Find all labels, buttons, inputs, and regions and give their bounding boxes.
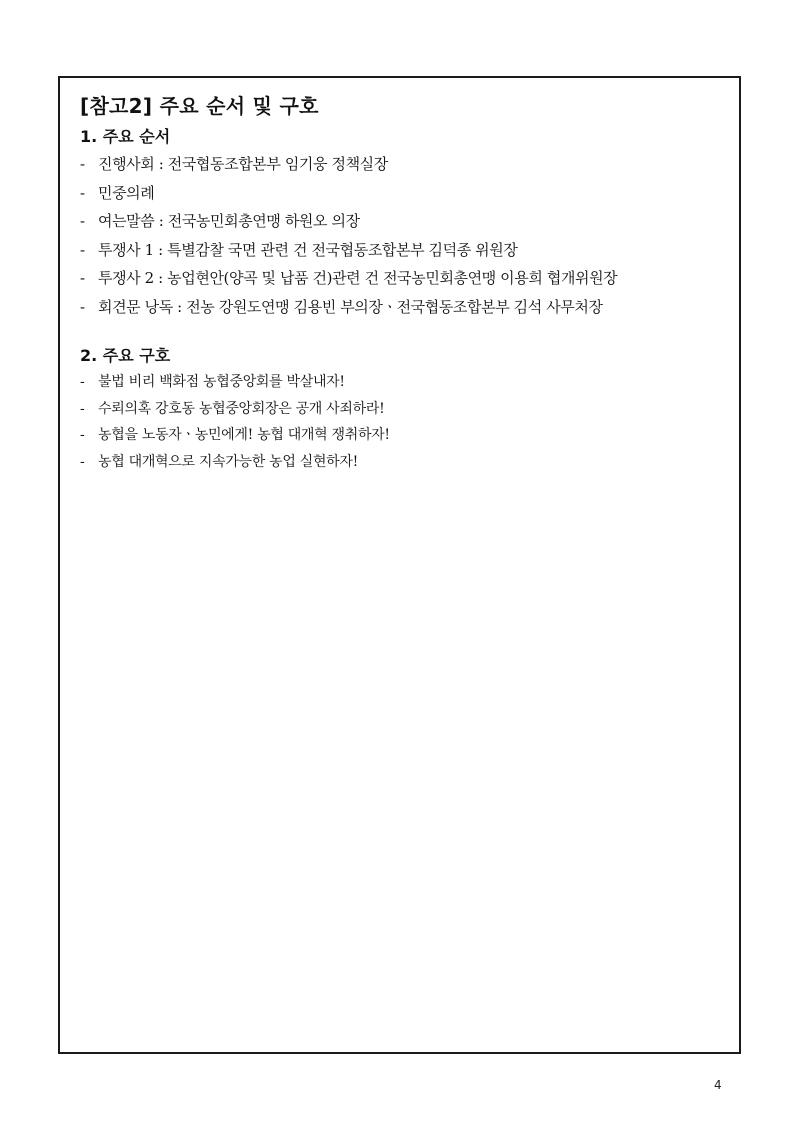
slogan-list (80, 369, 729, 475)
document-content (80, 92, 729, 475)
bullet-dash: - (80, 155, 85, 173)
document-title: [참고2] 주요 순서 및 구호 (80, 94, 319, 118)
order-item (80, 179, 729, 208)
order-item-text: 진행사회 : 전국협동조합본부 임기웅 정책실장 (98, 155, 388, 173)
slogan-item (80, 369, 729, 396)
order-section-heading: 1. 주요 순서 (80, 127, 171, 146)
slogan-item (80, 422, 729, 449)
order-item (80, 264, 729, 293)
bullet-dash: - (80, 400, 85, 417)
slogan-item-text: 농협을 노동자ㆍ농민에게! 농협 대개혁 쟁취하자! (98, 427, 390, 443)
order-item (80, 293, 729, 322)
order-item (80, 150, 729, 179)
slogan-item-text: 수뢰의혹 강호동 농협중앙회장은 공개 사죄하라! (98, 400, 385, 417)
slogan-item (80, 396, 729, 423)
order-item (80, 236, 729, 265)
order-item-text: 민중의례 (98, 183, 155, 202)
order-item (80, 207, 729, 236)
bullet-dash: - (80, 427, 85, 443)
slogan-item (80, 449, 729, 476)
slogan-section-heading: 2. 주요 구호 (80, 346, 171, 365)
slogan-item-text: 농협 대개혁으로 지속가능한 농업 실현하자! (98, 453, 358, 470)
order-item-text: 여는말씀 : 전국농민회총연맹 하원오 의장 (98, 212, 360, 230)
order-item-text: 투쟁사 1 : 특별감찰 국면 관련 건 전국협동조합본부 김덕종 위원장 (98, 240, 518, 259)
bullet-dash: - (80, 297, 85, 316)
document-frame (58, 76, 741, 1054)
bullet-dash: - (80, 212, 85, 230)
bullet-dash: - (80, 453, 85, 470)
order-list (80, 150, 729, 321)
slogan-item-text: 불법 비리 백화점 농협중앙회를 박살내자! (98, 374, 345, 390)
order-item-text: 투쟁사 2 : 농업현안(양곡 및 납품 건)관련 건 전국농민회총연맹 이용희 협개위원장 (98, 269, 618, 287)
bullet-dash: - (80, 374, 85, 390)
order-item-text: 회견문 낭독 : 전농 강원도연맹 김용빈 부의장ㆍ전국협동조합본부 김석 사무처장 (98, 297, 603, 316)
bullet-dash: - (80, 240, 85, 259)
page-number: 4 (714, 1078, 722, 1092)
bullet-dash: - (80, 183, 85, 202)
bullet-dash: - (80, 269, 85, 287)
